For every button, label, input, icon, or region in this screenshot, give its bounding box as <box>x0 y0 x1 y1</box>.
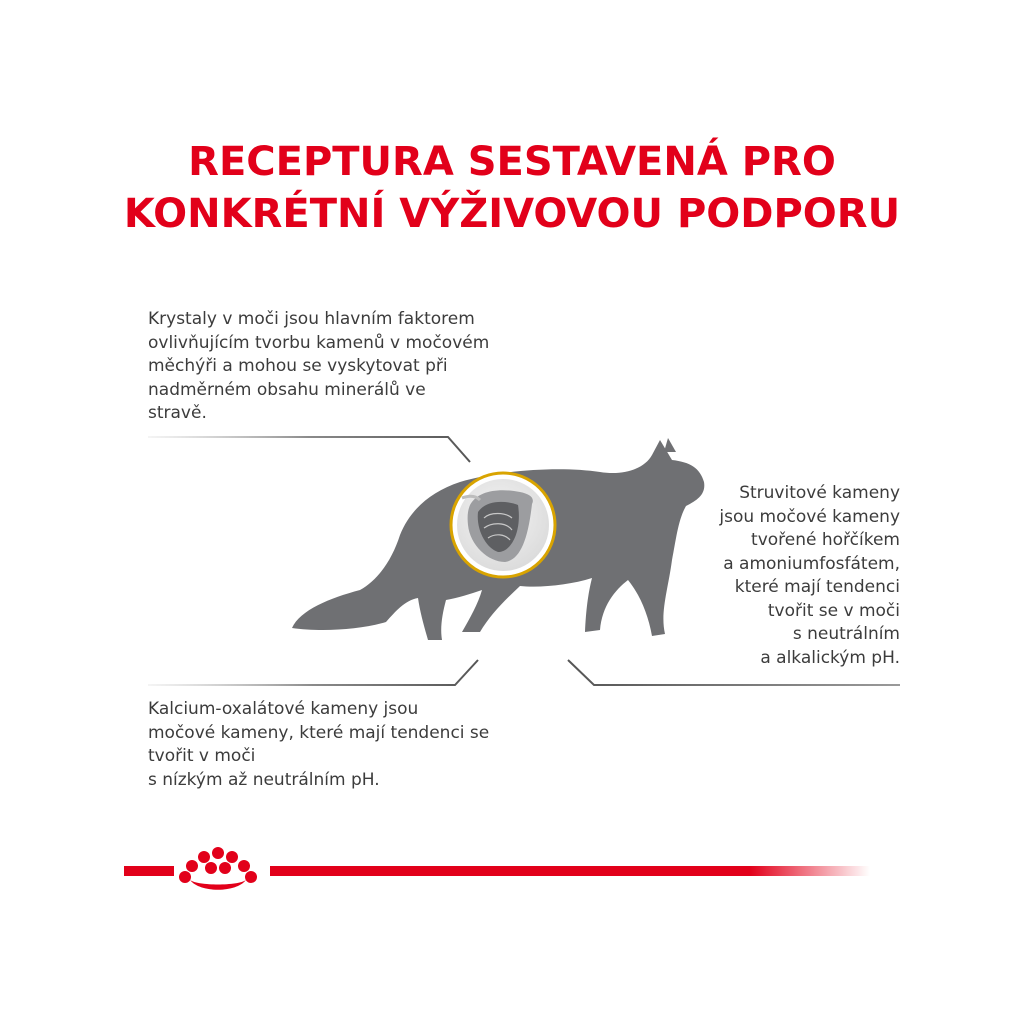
callout-line: tvořit v moči <box>148 746 256 766</box>
callout-line: tvořit se v moči <box>767 600 900 621</box>
callout-line: Krystaly v moči jsou hlavním faktorem <box>148 309 475 329</box>
callout-line: a amoniumfosfátem, <box>723 553 900 574</box>
brand-divider-line <box>124 866 870 876</box>
callout-oxalate <box>148 698 538 792</box>
royal-canin-crown-logo <box>179 847 257 890</box>
title-line-2: KONKRÉTNÍ VÝŽIVOVOU PODPORU <box>123 191 901 237</box>
callout-crystals <box>148 308 528 426</box>
callout-line: Kalcium-oxalátové kameny jsou <box>148 699 419 719</box>
callout-line: ovlivňujícím tvorbu kamenů v močovém <box>148 332 490 353</box>
callout-line: stravě. <box>148 403 207 423</box>
title-line-1: RECEPTURA SESTAVENÁ PRO <box>188 139 836 185</box>
callout-struvite <box>680 482 900 670</box>
bladder-icon <box>451 473 555 577</box>
callout-line: močové kameny, které mají tendenci se <box>148 722 490 743</box>
callout-line: s neutrálním <box>792 624 900 644</box>
callout-line: a alkalickým pH. <box>760 647 900 668</box>
callout-line: tvořené hořčíkem <box>751 530 900 550</box>
callout-line: nadměrném obsahu minerálů ve <box>148 379 426 400</box>
callout-line: s nízkým až neutrálním pH. <box>148 769 380 790</box>
callout-line: Struvitové kameny <box>739 483 900 503</box>
callout-line: které mají tendenci <box>734 577 900 597</box>
connector-line-oxalate <box>148 660 478 685</box>
callout-line: měchýři a mohou se vyskytovat při <box>148 356 448 376</box>
connector-line-crystals <box>148 437 470 462</box>
callout-line: jsou močové kameny <box>719 506 900 527</box>
